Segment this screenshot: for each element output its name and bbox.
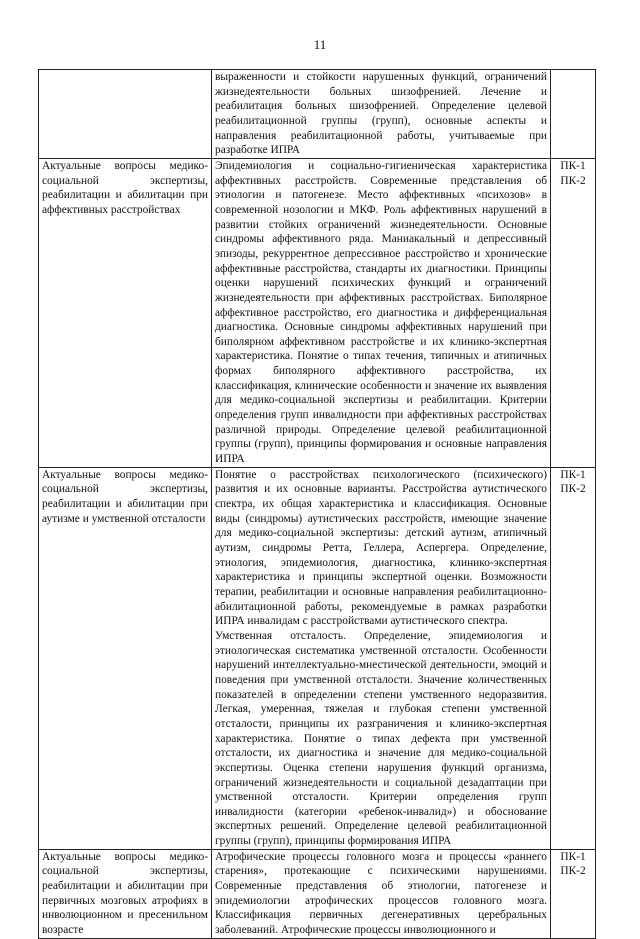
content-paragraph: Умственная отсталость. Определение, эпидемиология и этиологическая систематика умственной отсталости. Особенности нарушений интеллектуально-мнестической деятельности, эмоций и поведения при умственной отсталости. Значение количественных показателей в определении степени умственного недоразвития. Легкая, умеренная, тяжелая и глубокая степени умственной отсталости, принципы их разграничения и клинико-экспертная характеристика. Понятие о типах дефекта при умственной отсталости, их диагностика и значение для медико-социальной экспертизы. Оценка степени нарушения функций организма, ограничений жизнедеятельности и социальной дезадаптации при умственной отсталости. Критерии определения групп инвалидности (категории «ребенок-инвалид») и обоснование экспертных решений. Определение целевой реабилитационной группы (групп), принципы формирования ИПРА — [215, 629, 547, 848]
page-number: 11 — [313, 37, 327, 52]
competency-cell — [551, 158, 596, 467]
competency-code: ПК-2 — [560, 483, 586, 496]
table-row — [39, 158, 596, 467]
table-row — [39, 849, 596, 938]
content-paragraph: Понятие о расстройствах психологического (психического) развития и их основные варианты. Расстройства аутистического спектра, их общая характеристика и классификация. Основные виды (синдромы) аутистических расстройств, имеющие значение для медико-социальной экспертизы: детский аутизм, атипичный аутизм, синдромы Ретта, Геллера, Аспергера. Определение, этиология, эпидемиология, диагностика, клинико-экспертная характеристика и принципы экспертной оценки. Возможности терапии, реабилитации и основные направления реабилитационно-абилитационной работы, рекомендуемые в рамках разработки ИПРА инвалидам с расстройствами аутистического спектра. — [215, 468, 547, 628]
competency-code: ПК-2 — [560, 174, 586, 187]
content-cell — [212, 70, 551, 159]
topic-cell: Актуальные вопросы медико-социальной экспертизы, реабилитации и абилитации при первичных мозговых атрофиях в инволюционном и пресенильном возрасте — [39, 849, 212, 938]
content-paragraph: Эпидемиология и социально-гигиеническая характеристика аффективных расстройств. Современные представления об этиологии и патогенезе. Место аффективных «психозов» в современной нозологии и МКФ. Роль аффективных нарушений в развитии стойких ограничений жизнедеятельности. Основные синдромы аффективного ряда. Маниакальный и депрессивный эпизоды, рекуррентное депрессивное расстройство и хронические аффективные расстройства, стандарты их диагностики. Принципы оценки нарушений психических функций и ограничений жизнедеятельности при аффективных расстройствах. Биполярное аффективное расстройство, его диагностика и дифференциальная диагностика. Основные синдромы аффективных нарушений при биполярном аффективном расстройстве и их клинико-экспертная характеристика. Понятие о типах течения, типичных и атипичных формах биполярного аффективного расстройства, их классификация, клинические особенности и значение их выявления для медико-социальной экспертизы и реабилитации. Критерии определения групп инвалидности при аффективных расстройствах различной природы. Определение целевой реабилитационной группы (групп), принципы формирования и основные направления ИПРА — [215, 159, 547, 466]
content-cell — [212, 467, 551, 849]
competency-cell — [551, 849, 596, 938]
content-cell — [212, 849, 551, 938]
table-row — [39, 70, 596, 159]
competency-code: ПК-1 — [560, 850, 586, 863]
content-paragraph: выраженности и стойкости нарушенных функций, ограничений жизнедеятельности больных шизофренией. Лечение и реабилитация больных шизофренией. Определение целевой реабилитационной группы (групп), основные аспекты и направления реабилитационной работы, учитываемые при разработке ИПРА — [215, 71, 547, 157]
competency-code: ПК-1 — [560, 159, 586, 172]
table-row — [39, 467, 596, 849]
competency-cell — [551, 70, 596, 159]
competency-code: ПК-1 — [560, 468, 586, 481]
curriculum-table — [38, 69, 596, 939]
content-cell — [212, 158, 551, 467]
content-paragraph: Атрофические процессы головного мозга и процессы «раннего старения», протекающие с психическими нарушениями. Современные представления об этиологии, патогенезе и эпидемиологии атрофических процессов головного мозга. Классификация первичных дегенеративных церебральных заболеваний. Атрофические процессы инволюционного и — [215, 850, 547, 937]
competency-code: ПК-2 — [560, 865, 586, 878]
topic-cell — [39, 70, 212, 159]
topic-cell: Актуальные вопросы медико-социальной экспертизы, реабилитации и абилитации при аутизме и умственной отсталости — [39, 467, 212, 849]
topic-cell: Актуальные вопросы медико-социальной экспертизы, реабилитации и абилитации при аффективных расстройствах — [39, 158, 212, 467]
competency-cell — [551, 467, 596, 849]
